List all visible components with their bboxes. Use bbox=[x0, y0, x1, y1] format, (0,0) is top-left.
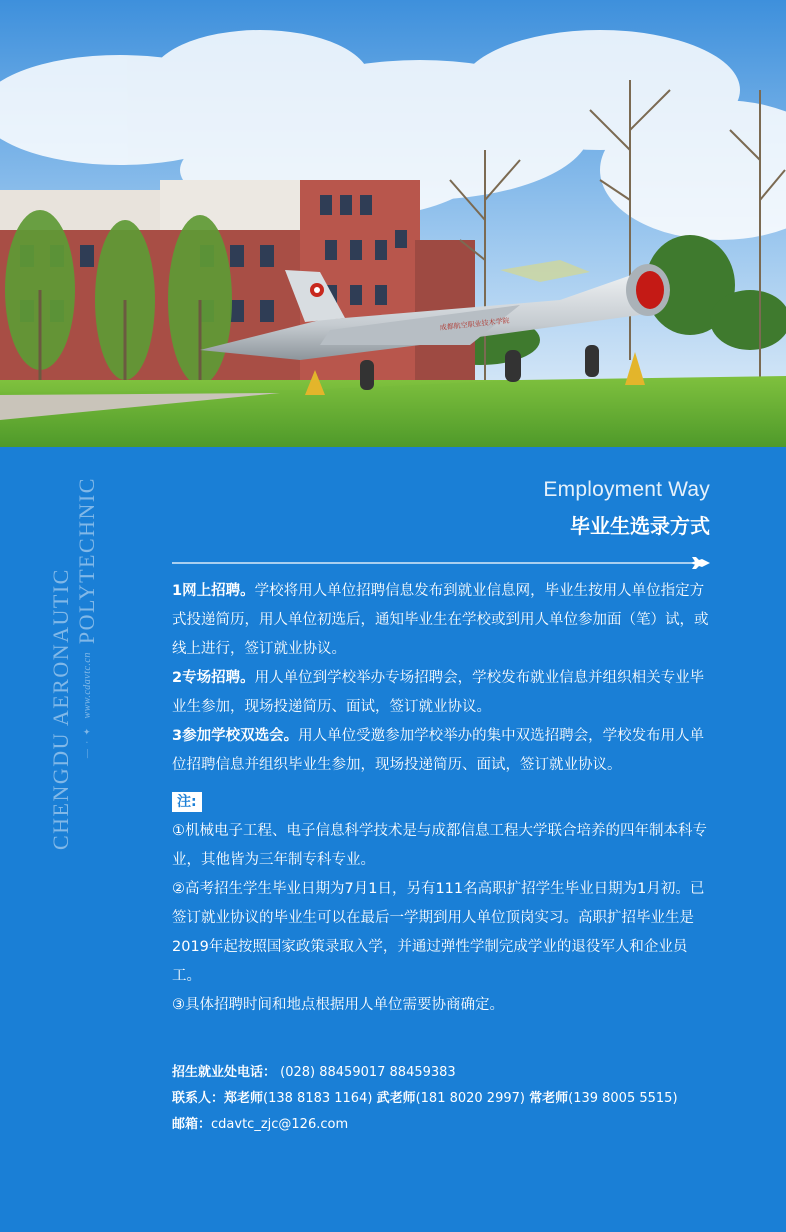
vertical-url: www.cdavtc.cn bbox=[81, 652, 93, 719]
person-name: 郑老师 bbox=[224, 1091, 264, 1106]
vertical-school-name bbox=[48, 477, 100, 850]
method-text: 用人单位受邀参加学校举办的集中双选招聘会，学校发布用人单位招聘信息并组织毕业生参加，现场投递简历、面试，签订就业协议。 bbox=[172, 728, 705, 773]
dot-icon: — · ✦ bbox=[81, 726, 92, 758]
method-title: 2专场招聘。 bbox=[172, 670, 255, 686]
person-phone: (138 8183 1164) bbox=[263, 1091, 373, 1106]
vertical-line-2: POLYTECHNIC bbox=[74, 477, 99, 645]
people-row bbox=[172, 1086, 678, 1112]
heading-english: Employment Way bbox=[543, 478, 710, 501]
phone-row bbox=[172, 1060, 678, 1086]
person-phone: (139 8005 5515) bbox=[568, 1091, 678, 1106]
note-item: ①机械电子工程、电子信息科学技术是与成都信息工程大学联合培养的四年制本科专业，其他皆为三年制专科专业。 bbox=[172, 823, 707, 868]
vertical-line-1: CHENGDU AERONAUTIC bbox=[48, 568, 73, 850]
contact-block bbox=[172, 1060, 678, 1138]
campus-photo bbox=[0, 0, 786, 447]
method-item bbox=[172, 577, 714, 664]
phone-label: 招生就业处电话： bbox=[172, 1065, 277, 1080]
note-item: ③具体招聘时间和地点根据用人单位需要协商确定。 bbox=[172, 997, 504, 1013]
method-text: 用人单位到学校举办专场招聘会，学校发布就业信息并组织相关专业毕业生参加，现场投递简历、面试，签订就业协议。 bbox=[172, 670, 705, 715]
heading-chinese: 毕业生选录方式 bbox=[570, 514, 710, 538]
method-title: 3参加学校双选会。 bbox=[172, 728, 299, 744]
email-label: 邮箱： bbox=[172, 1117, 212, 1132]
airplane-icon bbox=[690, 557, 710, 569]
method-text: 学校将用人单位招聘信息发布到就业信息网，毕业生按用人单位指定方式投递简历，用人单位初选后，通知毕业生在学校或到用人单位参加面（笔）试，或线上进行，签订就业协议。 bbox=[172, 583, 709, 657]
email-row bbox=[172, 1112, 678, 1138]
method-title: 1网上招聘。 bbox=[172, 583, 255, 599]
method-item bbox=[172, 722, 714, 780]
note-badge: 注: bbox=[172, 792, 202, 812]
airplane-divider bbox=[172, 557, 710, 569]
main-content bbox=[172, 577, 714, 1020]
person-name: 常老师 bbox=[529, 1091, 569, 1106]
method-item bbox=[172, 664, 714, 722]
person-phone: (181 8020 2997) bbox=[415, 1091, 525, 1106]
plane-lettering: 成都航空职业技术学院 bbox=[439, 316, 510, 332]
note-item: ②高考招生学生毕业日期为7月1日，另有111名高职扩招学生毕业日期为1月初。已签订就业协议的毕业生可以在最后一学期到用人单位顶岗实习。高职扩招毕业生是2019年起按照国家政策录取入学，并通过弹性学制完成学业的退役军人和企业员工。 bbox=[172, 881, 705, 984]
phone-value: (028) 88459017 88459383 bbox=[276, 1065, 456, 1080]
people-label: 联系人： bbox=[172, 1091, 225, 1106]
person-name: 武老师 bbox=[376, 1091, 416, 1106]
email-value[interactable]: cdavtc_zjc@126.com bbox=[211, 1117, 349, 1132]
